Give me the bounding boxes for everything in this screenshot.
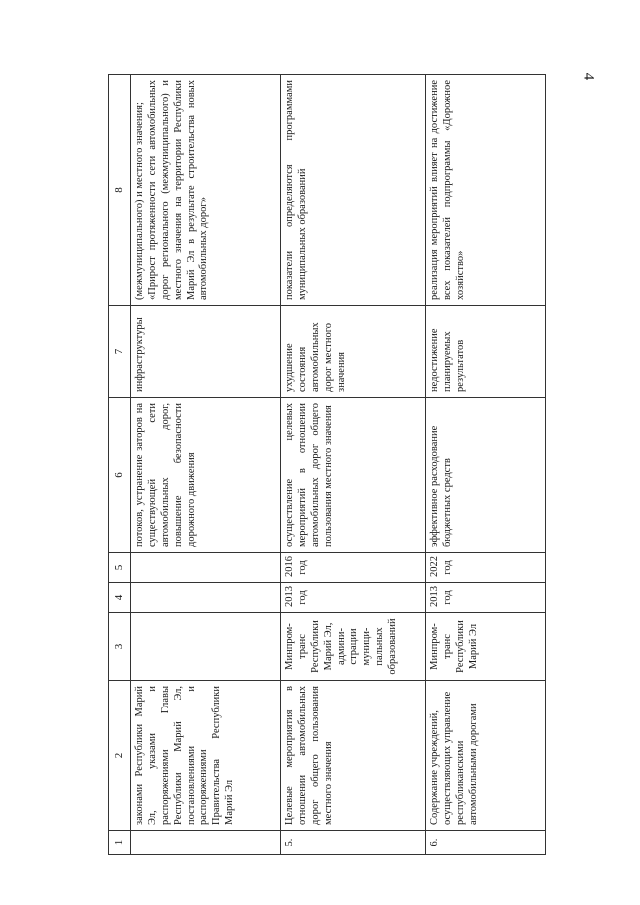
measure-cell: законами Республики Марий Эл, указами и распоряжениями Главы Республики Марий Эл, постановлениями и распоряжениями Правительства Республики Марий Эл [131,681,281,831]
start-year-cell: 2013 год [281,583,426,613]
result-cell: потоков, устранение заторов на существующей сети автомобильных дорог, повышение безопасности дорожного движения [131,398,281,553]
consequence-cell: недостижение планируемых результатов [426,306,546,398]
column-header: 2 [109,681,131,831]
page-number: 4 [580,72,597,81]
table-row [131,75,281,855]
row-number: 6. [426,831,546,855]
column-header: 7 [109,306,131,398]
indicator-cell: (межмуниципального) и местного значения; «Прирост протяженности сети автомобильных дорог регионального (межмуниципального) и местного значения на территории Республики Марий Эл в результате строительства новых автомобильных дорог» [131,75,281,306]
table-row [281,75,426,855]
column-header: 6 [109,398,131,553]
table-header-row [109,75,131,855]
column-header: 1 [109,831,131,855]
column-header: 4 [109,583,131,613]
indicator-cell: показатели определяются программами муниципальных образований [281,75,426,306]
row-number [131,831,281,855]
result-cell: осуществление целевых мероприятий в отношении автомобильных дорог общего пользования местного значения [281,398,426,553]
executor-cell [131,613,281,681]
consequence-cell: ухудшение состояния автомобильных дорог местного значения [281,306,426,398]
executor-cell: Минпром- транс Республики Марий Эл, админи- страции муници- пальных образований [281,613,426,681]
column-header: 3 [109,613,131,681]
row-number: 5. [281,831,426,855]
measures-table [108,74,546,855]
start-year-cell: 2013 год [426,583,546,613]
end-year-cell: 2016 год [281,553,426,583]
end-year-cell: 2022 год [426,553,546,583]
measure-cell: Целевые мероприятия в отношении автомобильных дорог общего пользования местного значения [281,681,426,831]
executor-cell: Минпром- транс Республики Марий Эл [426,613,546,681]
consequence-cell: инфраструктуры [131,306,281,398]
indicator-cell: реализация мероприятий влияет на достижение всех показателей подпрограммы «Дорожное хозяйство» [426,75,546,306]
result-cell: эффективное расходование бюджетных средств [426,398,546,553]
start-year-cell [131,583,281,613]
rotated-table-container [108,75,548,855]
column-header: 5 [109,553,131,583]
table-row [426,75,546,855]
measure-cell: Содержание учреждений, осуществляющих управление республиканскими автомобильными дорогами [426,681,546,831]
end-year-cell [131,553,281,583]
column-header: 8 [109,75,131,306]
